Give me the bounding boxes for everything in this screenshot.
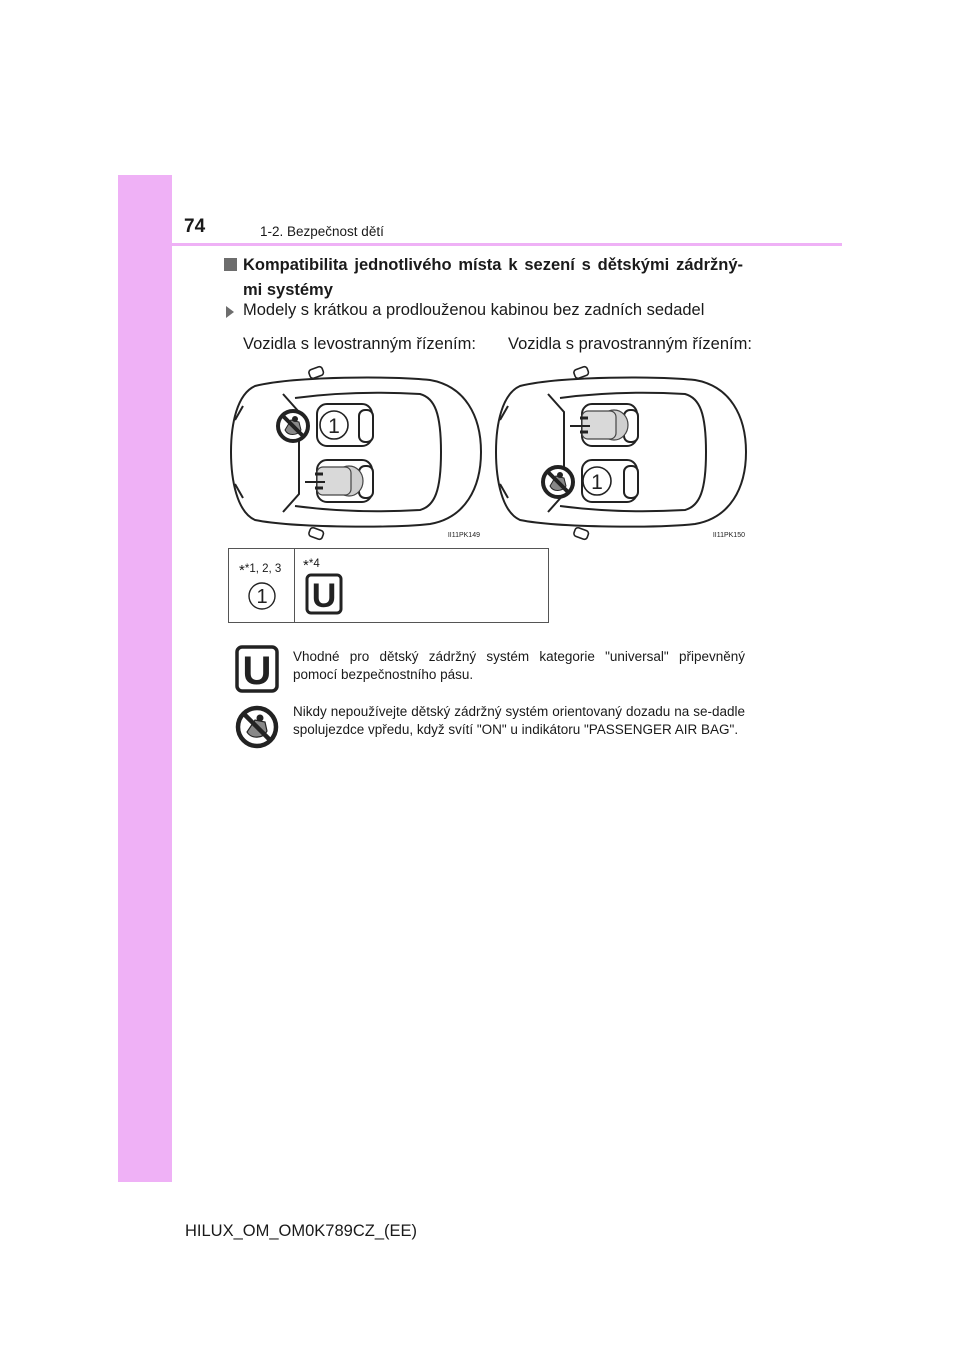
- seat-number-label: 1: [328, 415, 340, 438]
- figure-code-left: II11PK149: [447, 532, 480, 539]
- header-rule: [118, 243, 842, 246]
- heading: Kompatibilita jednotlivého místa k sezení s dětskými zádržný-mi systémy: [243, 256, 743, 299]
- asterisk-icon: *: [239, 562, 245, 579]
- car-top-view-icon: [490, 364, 753, 542]
- lhd-car-figure: [225, 364, 488, 542]
- square-bullet-icon: [224, 258, 237, 271]
- svg-text:U: U: [311, 577, 337, 615]
- footnote-ref-category-text: *4: [308, 558, 320, 570]
- figure-code-right: II11PK150: [712, 532, 745, 539]
- car-top-view-icon: [225, 364, 488, 542]
- universal-category-icon: [235, 645, 279, 693]
- footer-doc-code: HILUX_OM_OM0K789CZ_(EE): [185, 1222, 417, 1240]
- universal-category-icon: [305, 573, 343, 615]
- svg-text:1: 1: [256, 586, 268, 608]
- airbag-warning-description: Nikdy nepoužívejte dětský zádržný systém orientovaný dozadu na se-dadle spolujezdce vpředu, když svítí "ON" u indikátoru "PASSENGER AIR BAG".: [293, 704, 745, 737]
- no-rear-facing-seat-icon: [543, 467, 573, 497]
- asterisk-icon: *: [303, 557, 309, 574]
- rhd-car-figure: [490, 364, 753, 542]
- no-rear-facing-seat-icon: [234, 704, 280, 750]
- triangle-bullet-icon: [226, 306, 234, 318]
- sidebar-tab: [118, 175, 172, 1182]
- footnote-ref-seat: [239, 562, 281, 579]
- universal-description: Vhodné pro dětský zádržný systém kategorie "universal" připevněný pomocí bezpečnostního pásu.: [293, 649, 745, 682]
- seat-number-label: 1: [591, 471, 603, 494]
- table-divider: [294, 549, 295, 622]
- seat-compatibility-table: [228, 548, 549, 623]
- section-title: 1-2. Bezpečnost dětí: [260, 224, 384, 239]
- seat-number-circle-icon: [247, 581, 277, 611]
- caption-right-hand-drive: Vozidla s pravostranným řízením:: [508, 335, 752, 353]
- caption-left-hand-drive: Vozidla s levostranným řízením:: [243, 335, 476, 353]
- svg-text:U: U: [242, 649, 272, 693]
- page-number: 74: [184, 216, 206, 237]
- footnote-ref-seat-text: *1, 2, 3: [244, 563, 282, 575]
- no-rear-facing-seat-icon: [278, 411, 308, 441]
- footnote-ref-category: [303, 557, 320, 574]
- subheading: Modely s krátkou a prodlouženou kabinou bez zadních sedadel: [243, 301, 705, 319]
